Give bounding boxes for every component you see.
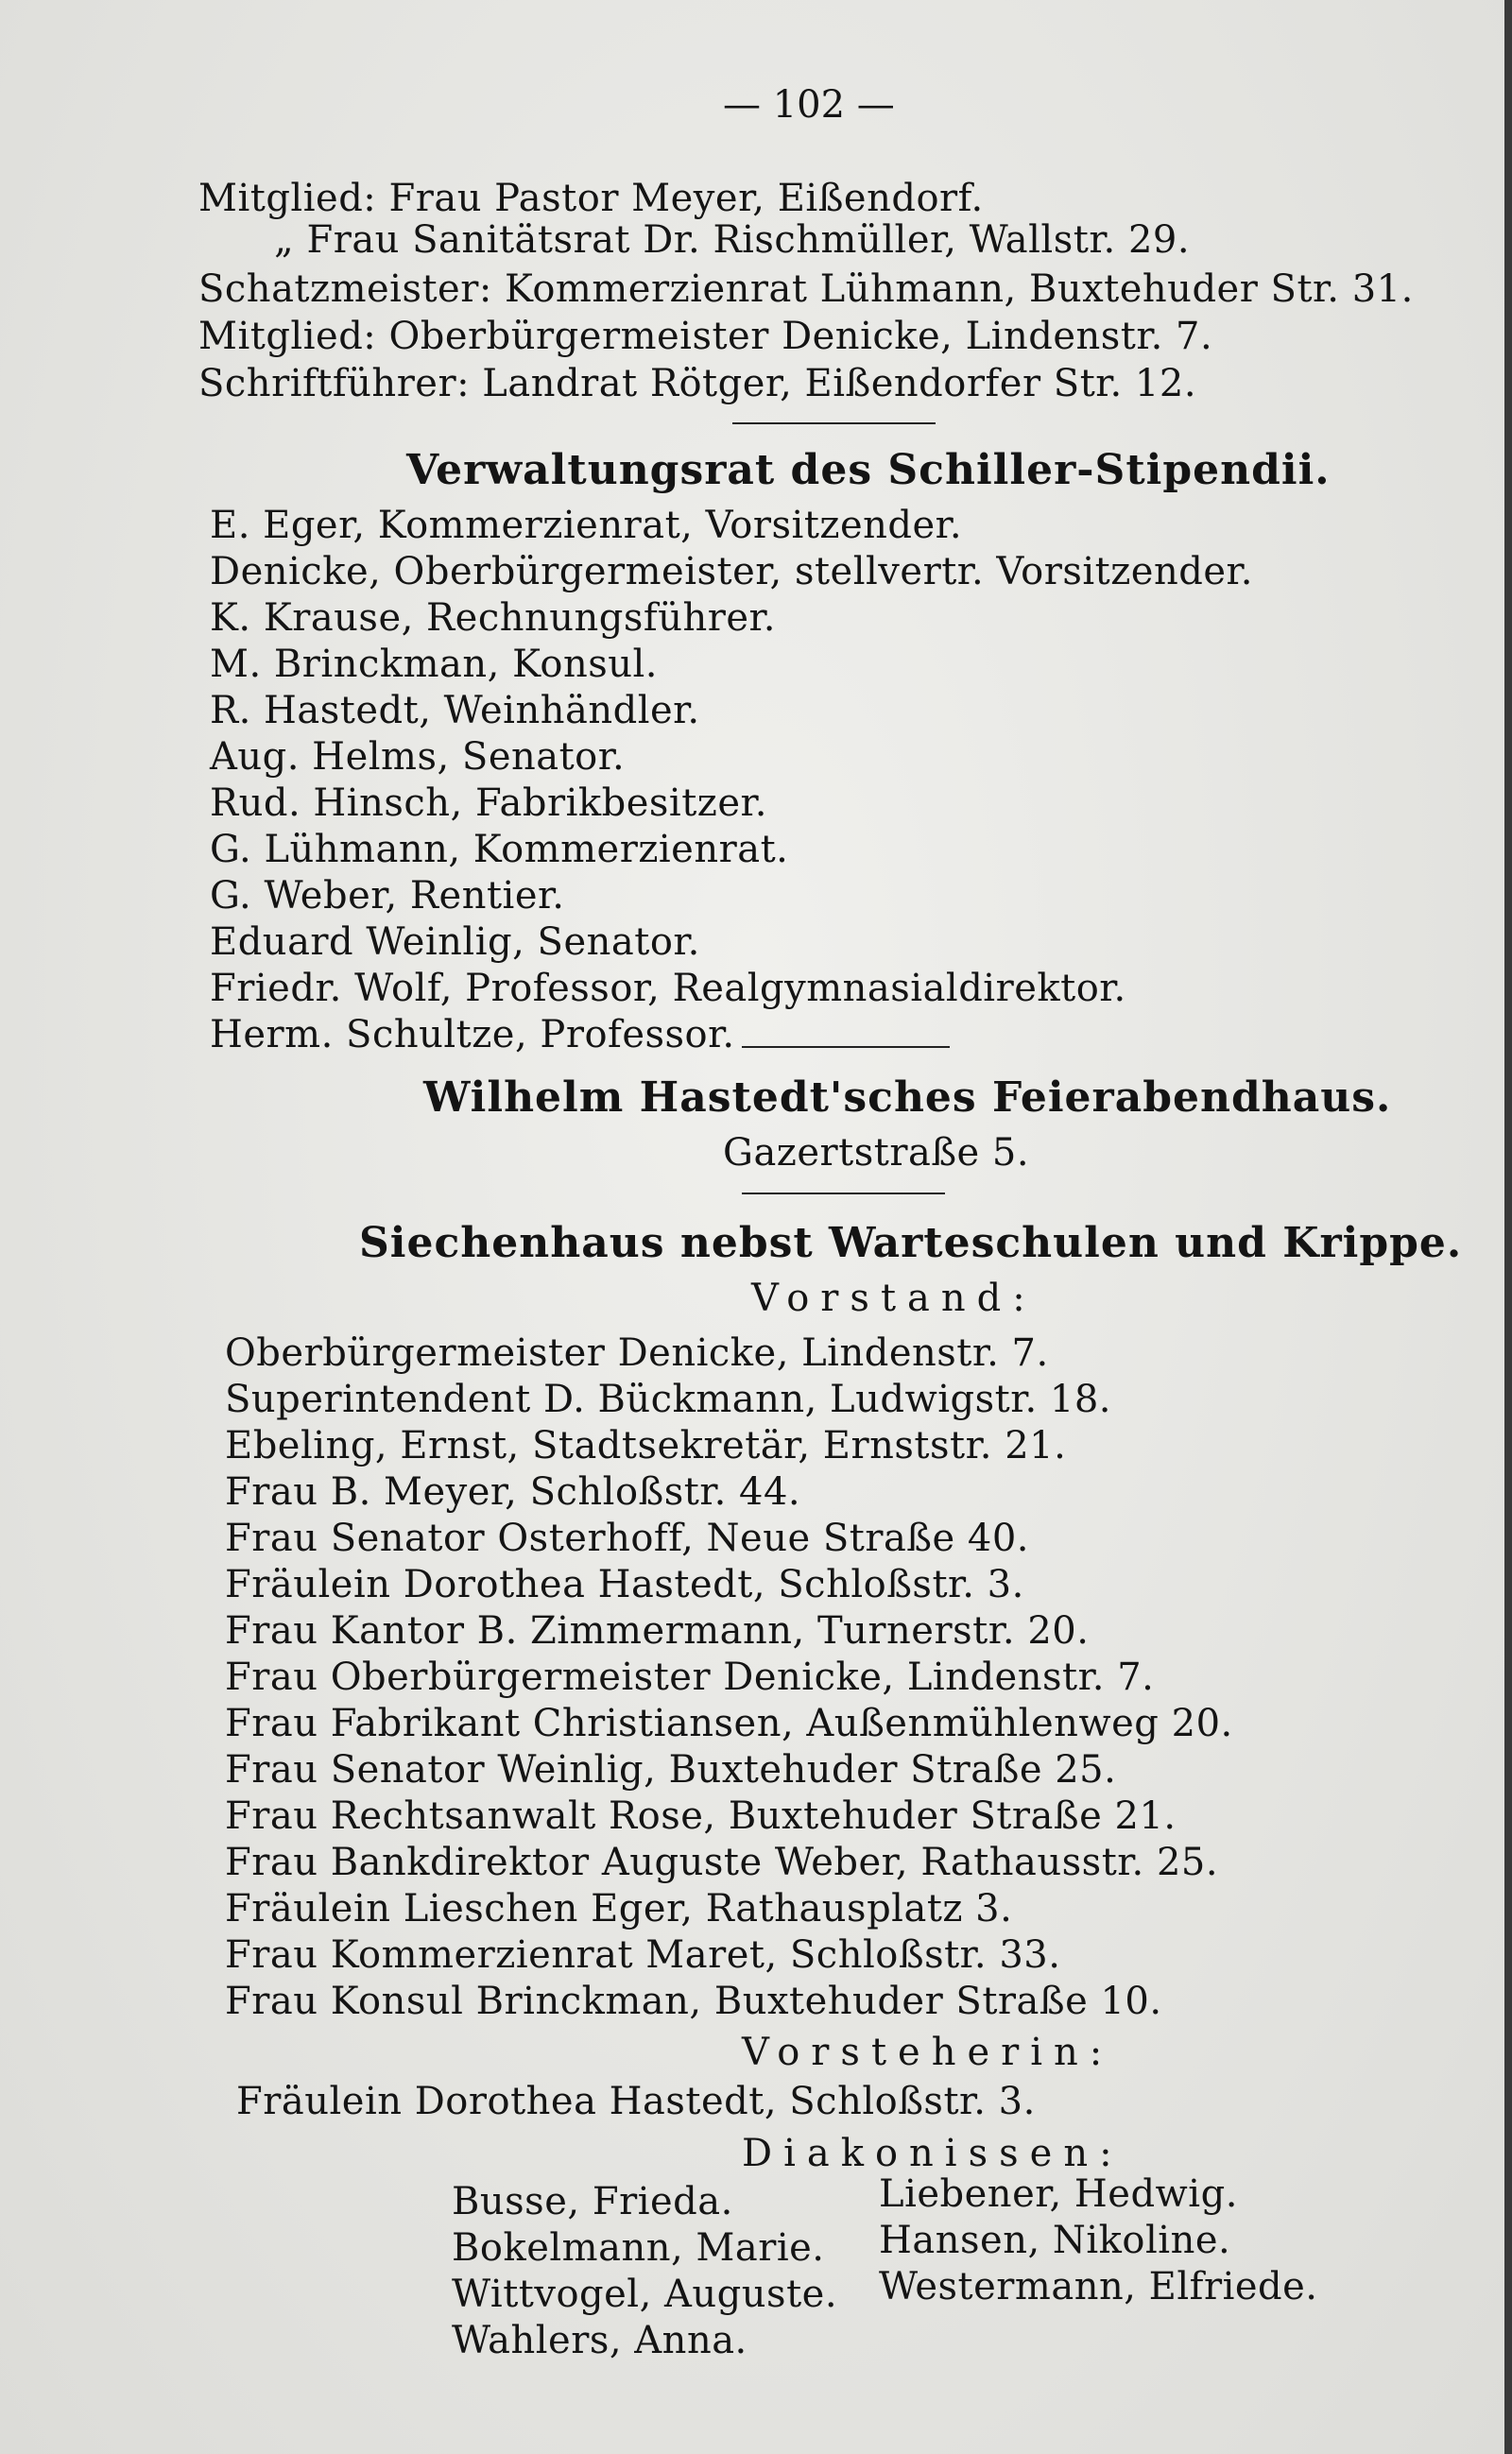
schiller-member: Denicke, Oberbürgermeister, stellvertr. Vorsitzender. (210, 550, 1253, 593)
vorstand-member: Frau Senator Weinlig, Buxtehuder Straße 25. (225, 1748, 1117, 1792)
vorstand-member: Fräulein Lieschen Eger, Rathausplatz 3. (225, 1887, 1013, 1931)
top-line: Schatzmeister: Kommerzienrat Lühmann, Buxtehuder Str. 31. (198, 267, 1414, 311)
top-line: „ Frau Sanitätsrat Dr. Rischmüller, Wallstr. 29. (274, 218, 1191, 262)
top-line: Mitglied: Frau Pastor Meyer, Eißendorf. (198, 177, 984, 220)
diakonisse-right: Hansen, Nikoline. (879, 2219, 1231, 2262)
section-divider (732, 422, 936, 424)
vorstand-label: Vorstand: (751, 1277, 1037, 1320)
schiller-member: G. Lühmann, Kommerzienrat. (210, 828, 789, 871)
page-edge (1504, 0, 1512, 2454)
section-divider (742, 1193, 945, 1194)
vorstand-member: Frau Konsul Brinckman, Buxtehuder Straße 10. (225, 1980, 1162, 2023)
feierabendhaus-address: Gazertstraße 5. (723, 1131, 1030, 1175)
vorstand-member: Ebeling, Ernst, Stadtsekretär, Ernststr. 21. (225, 1424, 1067, 1467)
diakonisse-left: Wahlers, Anna. (452, 2319, 747, 2362)
vorstand-member: Fräulein Dorothea Hastedt, Schloßstr. 3. (225, 1563, 1024, 1606)
vorstand-member: Frau Fabrikant Christiansen, Außenmühlenweg 20. (225, 1702, 1233, 1745)
schiller-member: G. Weber, Rentier. (210, 874, 565, 918)
page-number-value: 102 (772, 83, 846, 127)
top-line: Mitglied: Oberbürgermeister Denicke, Lindenstr. 7. (198, 315, 1213, 358)
vorstand-member: Frau Senator Osterhoff, Neue Straße 40. (225, 1517, 1030, 1560)
diakonisse-left: Wittvogel, Auguste. (452, 2273, 838, 2316)
section-divider (742, 1046, 950, 1048)
vorstand-member: Frau Kommerzienrat Maret, Schloßstr. 33. (225, 1933, 1061, 1977)
feierabendhaus-heading: Wilhelm Hastedt'sches Feierabendhaus. (423, 1073, 1392, 1122)
vorstand-member: Frau Kantor B. Zimmermann, Turnerstr. 20. (225, 1609, 1090, 1653)
vorstand-member: Frau B. Meyer, Schloßstr. 44. (225, 1470, 801, 1514)
schiller-member: Aug. Helms, Senator. (210, 735, 626, 779)
schiller-member: R. Hastedt, Weinhändler. (210, 689, 700, 732)
schiller-heading: Verwaltungsrat des Schiller-Stipendii. (406, 446, 1331, 494)
schiller-member: K. Krause, Rechnungsführer. (210, 596, 776, 640)
schiller-member: Herm. Schultze, Professor. (210, 1013, 735, 1056)
diakonisse-left: Bokelmann, Marie. (452, 2226, 825, 2270)
vorstand-member: Superintendent D. Bückmann, Ludwigstr. 18. (225, 1378, 1111, 1421)
schiller-member: M. Brinckman, Konsul. (210, 643, 659, 686)
schiller-member: E. Eger, Kommerzienrat, Vorsitzender. (210, 504, 963, 547)
vorsteherin-label: Vorsteherin: (742, 2031, 1114, 2074)
diakonissen-label: Diakonissen: (742, 2132, 1124, 2175)
schiller-member: Rud. Hinsch, Fabrikbesitzer. (210, 781, 767, 825)
vorstand-member: Oberbürgermeister Denicke, Lindenstr. 7. (225, 1331, 1049, 1375)
schiller-member: Eduard Weinlig, Senator. (210, 920, 700, 964)
vorsteherin-name: Fräulein Dorothea Hastedt, Schloßstr. 3. (236, 2080, 1036, 2123)
diakonisse-right: Westermann, Elfriede. (879, 2265, 1318, 2308)
page-number: — 102 — (723, 83, 895, 127)
top-line: Schriftführer: Landrat Rötger, Eißendorfer Str. 12. (198, 362, 1197, 405)
vorstand-member: Frau Rechtsanwalt Rose, Buxtehuder Straße 21. (225, 1794, 1177, 1838)
vorstand-member: Frau Bankdirektor Auguste Weber, Rathausstr. 25. (225, 1841, 1219, 1884)
vorstand-member: Frau Oberbürgermeister Denicke, Lindenstr. 7. (225, 1656, 1155, 1699)
diakonisse-right: Liebener, Hedwig. (879, 2172, 1238, 2216)
schiller-member: Friedr. Wolf, Professor, Realgymnasialdirektor. (210, 967, 1126, 1010)
diakonisse-left: Busse, Frieda. (452, 2180, 733, 2223)
siechenhaus-heading: Siechenhaus nebst Warteschulen und Krippe. (359, 1219, 1463, 1267)
